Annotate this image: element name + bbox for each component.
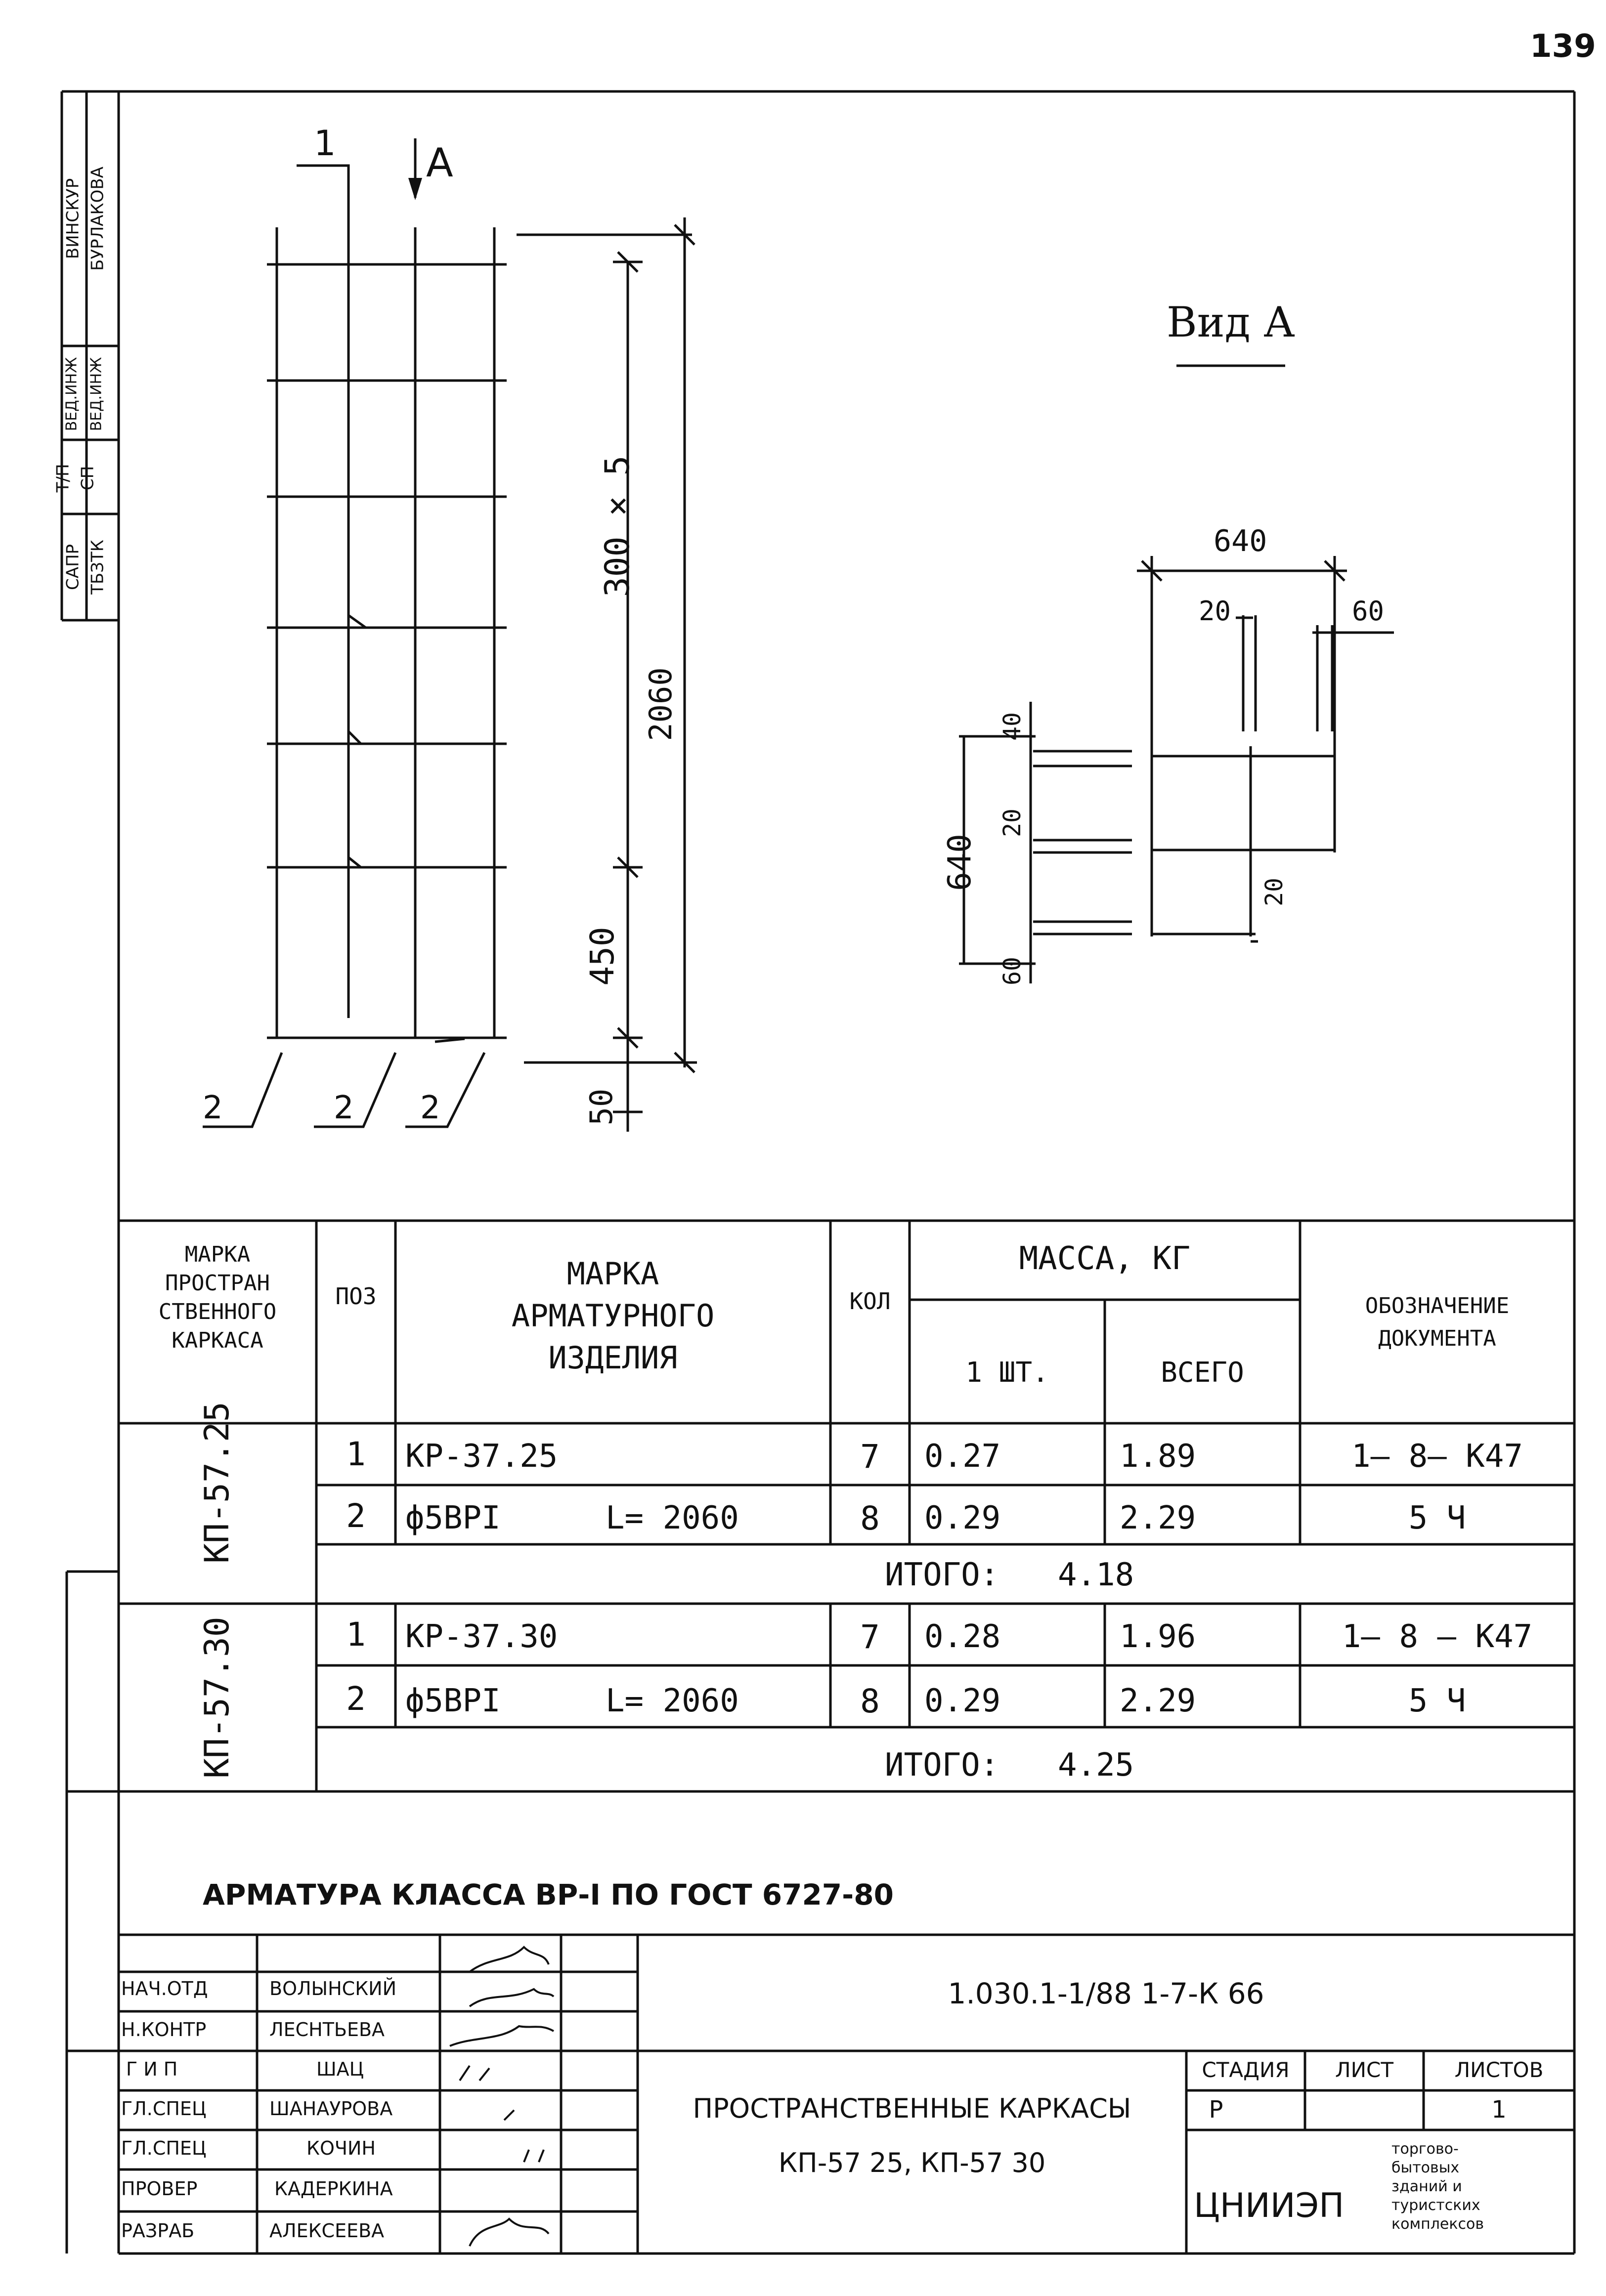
row-item: ф5ВРI	[405, 1683, 501, 1719]
frame-mark-1: КП-57.25	[198, 1402, 237, 1564]
row-pos: 1	[346, 1616, 366, 1654]
document-code: 1.030.1-1/88 1-7-К 66	[948, 1977, 1264, 2010]
side-stamp-col1-3: САПР	[63, 544, 83, 591]
row-qty: 7	[860, 1618, 880, 1656]
header-mass-one: 1 ШТ.	[965, 1357, 1049, 1389]
view-arrow-label: А	[426, 140, 453, 186]
header-pos: ПОЗ	[335, 1283, 377, 1310]
row-item: КР-37.25	[405, 1438, 558, 1475]
row-pos: 2	[346, 1680, 366, 1718]
side-stamp-col1-2: Т/П	[53, 464, 73, 493]
view-a-dim-40: 40	[998, 712, 1026, 741]
side-stamp-col1-1: ВЕД.ИНЖ	[63, 357, 81, 431]
person-name: АЛЕКСЕЕВА	[269, 2220, 385, 2242]
person-name: КОЧИН	[306, 2137, 376, 2159]
side-stamp-col2-2: СП	[78, 466, 98, 491]
view-a-dim-20-right: 20	[1260, 878, 1288, 906]
person-name: КАДЕРКИНА	[274, 2178, 393, 2200]
view-a-title: Вид А	[1167, 298, 1295, 346]
person-name: ЛЕСНТЬЕВА	[269, 2019, 385, 2041]
header-mark-item: МАРКА АРМАТУРНОГО ИЗДЕЛИЯ	[511, 1256, 715, 1376]
dim-450: 450	[583, 927, 621, 986]
row-qty: 8	[860, 1682, 880, 1720]
row-pos: 1	[346, 1435, 366, 1473]
person-name: ВОЛЫНСКИЙ	[269, 1978, 397, 1999]
row-mass-total: 2.29	[1120, 1683, 1196, 1719]
row-mass-total: 1.89	[1120, 1438, 1196, 1475]
row-mass-one: 0.28	[924, 1618, 1001, 1655]
signatures	[450, 1947, 554, 2246]
row-doc: 5 Ч	[1408, 1500, 1466, 1536]
row-pos: 2	[346, 1497, 366, 1535]
dim-50: 50	[583, 1088, 619, 1126]
group-total-value: 4.25	[1058, 1747, 1134, 1784]
group-total-label: ИТОГО:	[885, 1557, 999, 1593]
bar-label-3: 2	[420, 1090, 440, 1126]
row-qty: 7	[860, 1438, 880, 1476]
row-doc: 1— 8— К47	[1351, 1438, 1523, 1475]
person-name: ШАЦ	[316, 2058, 364, 2080]
role-label: ГЛ.СПЕЦ	[121, 2098, 207, 2120]
sheet-label: ЛИСТ	[1335, 2058, 1393, 2082]
person-name: ШАНАУРОВА	[269, 2098, 393, 2120]
sheets-label: ЛИСТОВ	[1454, 2058, 1544, 2082]
row-mass-total: 2.29	[1120, 1500, 1196, 1536]
organization-name: ЦНИИЭП	[1194, 2186, 1345, 2225]
role-label: ПРОВЕР	[121, 2178, 198, 2200]
row-mass-one: 0.29	[924, 1500, 1001, 1536]
row-length: L= 2060	[606, 1683, 739, 1719]
section-mark: 1	[314, 123, 336, 164]
organization-note: торгово- бытовых зданий и туристских комплексов	[1391, 2140, 1484, 2233]
view-a-dim-60-top: 60	[1352, 595, 1385, 627]
row-mass-total: 1.96	[1120, 1618, 1196, 1655]
sheets-value: 1	[1491, 2096, 1507, 2124]
dim-300x5: 300 × 5	[598, 455, 637, 597]
side-stamp-col2-1: ВЕД.ИНЖ	[87, 357, 105, 431]
bar-label-1: 2	[203, 1090, 223, 1126]
stage-value: Р	[1209, 2096, 1223, 2124]
view-a-dim-20-left: 20	[998, 808, 1026, 837]
frame-mark-2: КП-57.30	[198, 1616, 237, 1779]
stage-label: СТАДИЯ	[1202, 2058, 1290, 2082]
row-item: ф5ВРI	[405, 1500, 501, 1536]
drawing-title-line-1: ПРОСТРАНСТВЕННЫЕ КАРКАСЫ	[693, 2093, 1131, 2124]
header-mark-space: МАРКА ПРОСТРАН СТВЕННОГО КАРКАСА	[158, 1242, 277, 1353]
header-mass-total: ВСЕГО	[1161, 1357, 1244, 1389]
group-total-value: 4.18	[1058, 1557, 1134, 1593]
role-label: ГЛ.СПЕЦ	[121, 2137, 207, 2159]
view-a-dim-640-top: 640	[1214, 524, 1267, 558]
row-mass-one: 0.27	[924, 1438, 1001, 1475]
page-number: 139	[1530, 28, 1596, 65]
role-label: Н.КОНТР	[121, 2019, 207, 2041]
drawing-title-line-2: КП-57 25, КП-57 30	[778, 2147, 1046, 2178]
header-doc: ОБОЗНАЧЕНИЕ ДОКУМЕНТА	[1365, 1293, 1510, 1351]
dim-2060: 2060	[643, 667, 679, 741]
role-label: РАЗРАБ	[121, 2220, 195, 2242]
row-item: КР-37.30	[405, 1618, 558, 1655]
header-mass: МАССА, КГ	[1019, 1240, 1191, 1277]
view-a-dim-20-top: 20	[1199, 595, 1231, 627]
side-stamp-col2-0: БУРЛАКОВА	[87, 167, 108, 271]
view-a-dim-640-left: 640	[942, 834, 978, 891]
row-doc: 1— 8 — К47	[1342, 1618, 1533, 1655]
row-doc: 5 Ч	[1408, 1683, 1466, 1719]
row-qty: 8	[860, 1499, 880, 1537]
side-stamp-col2-3: ТБЗТК	[87, 540, 108, 595]
header-qty: КОЛ	[849, 1288, 891, 1315]
row-mass-one: 0.29	[924, 1683, 1001, 1719]
group-total-label: ИТОГО:	[885, 1747, 999, 1784]
role-label: НАЧ.ОТД	[121, 1978, 208, 1999]
view-a-dim-60-left: 60	[998, 957, 1026, 985]
bar-label-2: 2	[334, 1090, 354, 1126]
role-label: Г И П	[126, 2058, 178, 2080]
side-stamp-col1-0: ВИНСКУР	[63, 178, 83, 259]
rebar-class-note: АРМАТУРА КЛАССА ВР-I ПО ГОСТ 6727-80	[203, 1878, 894, 1912]
row-length: L= 2060	[606, 1500, 739, 1536]
